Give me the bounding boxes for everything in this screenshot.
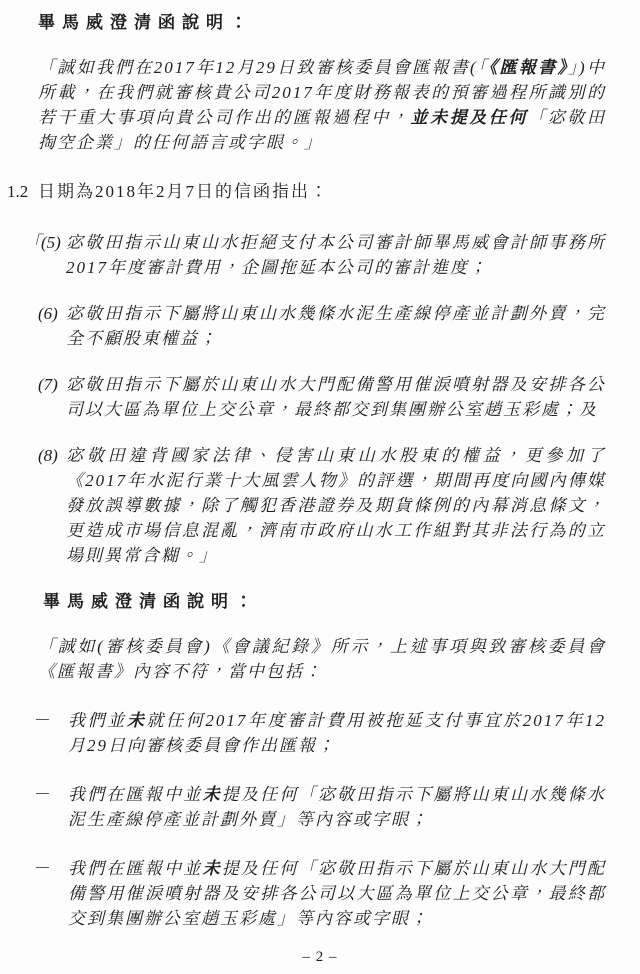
kpmg-clarification-heading-2: 畢馬威澄清函說明： bbox=[43, 592, 259, 611]
clause-1-2-number: 1.2 bbox=[7, 182, 29, 201]
dash-item-2 bbox=[34, 782, 607, 832]
dash-item-3-seg1: 我們在匯報中並 bbox=[68, 859, 203, 878]
dash-item-2-seg1: 我們在匯報中並 bbox=[68, 785, 203, 804]
dash-bullet: － bbox=[34, 859, 53, 878]
clause-1-2 bbox=[7, 179, 606, 204]
letter-item-5-text: 宓敬田指示山東山水拒絕支付本公司審計師畢馬威會計師事務所2017年度審計費用，企圖拖延本公司的審計進度； bbox=[66, 233, 606, 277]
quote1-segment-1: 「誠如我們在2017年12月29日致審核委員會匯報書(「 bbox=[38, 58, 489, 77]
letter-item-5-number: 「(5) bbox=[24, 233, 61, 252]
letter-item-8-number: (8) bbox=[38, 446, 58, 465]
quote1-never-mentioned-bold: 並未提及任何 bbox=[410, 108, 529, 127]
quote1-report-book-bold: 《匯報書》 bbox=[488, 58, 569, 77]
dash-item-1-not-bold: 未 bbox=[126, 711, 147, 730]
dash-bullet: － bbox=[34, 785, 53, 804]
dash-item-1 bbox=[34, 708, 606, 758]
dash-item-2-seg3: 提及任何「宓敬田指示下屬將山東山水幾條水泥生產線停產並計劃外賣」等內容或字眼； bbox=[68, 785, 607, 829]
rebuttal-dash-list bbox=[34, 708, 607, 931]
dash-bullet: － bbox=[34, 711, 53, 730]
letter-item-7-number: (7) bbox=[38, 375, 58, 394]
kpmg-clarification-quote-2: 「誠如(審核委員會)《會議紀錄》所示，上述事項與致審核委員會《匯報書》內容不符，當中包括： bbox=[38, 637, 606, 681]
dash-item-3-seg3: 提及任何「宓敬田指示下屬於山東山水大門配備警用催淚噴射器及安排各公司以大區為單位上交公章，最終都交到集團辦公室趙玉彩處」等內容或字眼； bbox=[68, 859, 607, 928]
quote1-segment-3: 」)中所載，在我們就審核貴公司2017年度財務報表的預審過程所識別的若干重大事項向貴公司作出的匯報過程中， bbox=[38, 58, 606, 127]
dash-item-1-seg1: 我們並 bbox=[68, 711, 127, 730]
letter-allegation-list bbox=[24, 230, 606, 568]
letter-item-7 bbox=[38, 372, 606, 422]
quote1-segment-5: 「宓敬田掏空企業」的任何語言或字眼。」 bbox=[38, 108, 607, 152]
letter-item-6-number: (6) bbox=[38, 304, 58, 323]
kpmg-clarification-quote-1 bbox=[38, 55, 606, 155]
dash-item-3-not-bold: 未 bbox=[202, 859, 222, 878]
letter-item-7-text: 宓敬田指示下屬於山東山水大門配備警用催淚噴射器及安排各公司以大區為單位上交公章，最終都交到集團辦公室趙玉彩處；及 bbox=[66, 375, 606, 419]
clause-1-2-text: 日期為2018年2月7日的信函指出： bbox=[38, 182, 329, 201]
letter-item-8-text: 宓敬田違背國家法律、侵害山東山水股東的權益，更參加了《2017年水泥行業十大風雲人物》的評選，期間再度向國內傳媒發放誤導數據，除了觸犯香港證券及期貨條例的內幕消息條文，更造成市場信息混亂，濟南市政府山水工作組對其非法行為的立場則異常含糊。」 bbox=[66, 446, 606, 565]
kpmg-clarification-heading-1: 畢馬威澄清函說明： bbox=[38, 13, 254, 32]
letter-item-6-text: 宓敬田指示下屬將山東山水幾條水泥生產線停產並計劃外賣，完全不顧股東權益； bbox=[66, 304, 606, 348]
page-number: – 2 – bbox=[302, 949, 338, 965]
letter-item-8 bbox=[38, 443, 606, 568]
dash-item-3 bbox=[34, 856, 607, 931]
dash-item-2-not-bold: 未 bbox=[202, 785, 222, 804]
dash-item-1-seg3: 就任何2017年度審計費用被拖延支付事宜於2017年12月29日向審核委員會作出匯報； bbox=[68, 711, 606, 755]
letter-item-6 bbox=[38, 301, 606, 351]
letter-item-5 bbox=[24, 230, 606, 280]
